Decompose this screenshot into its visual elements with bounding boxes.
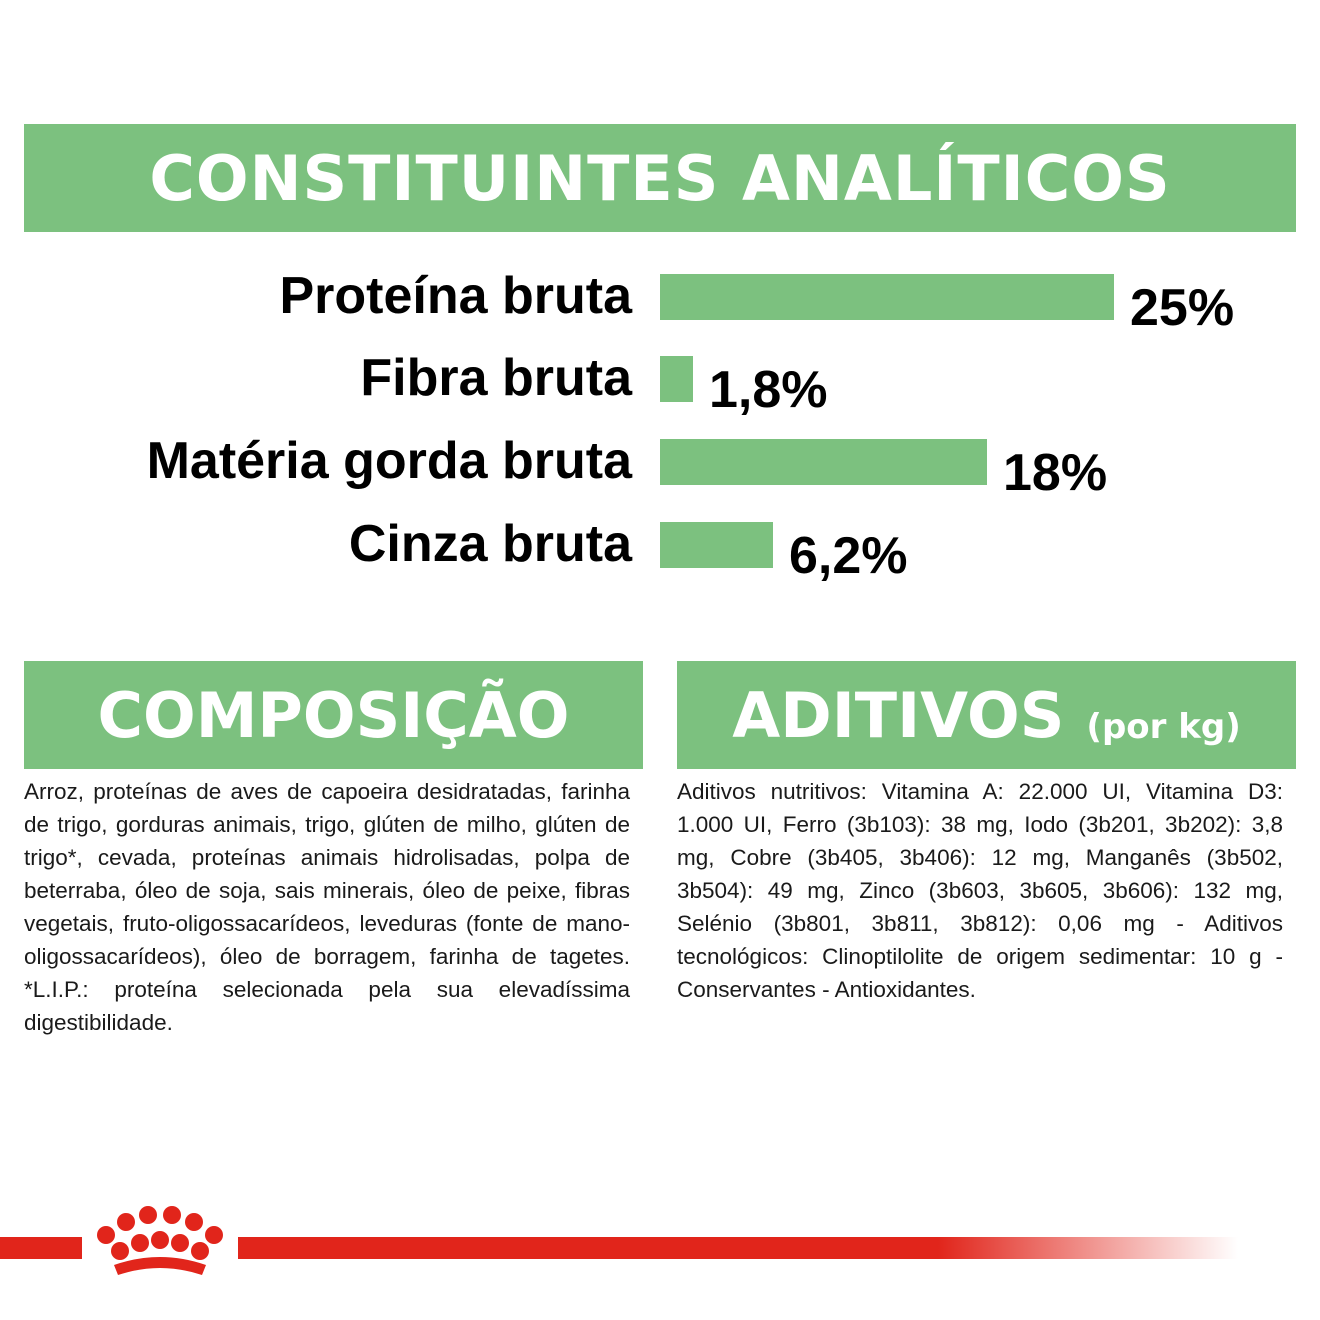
- additives-unit-text: (por kg): [1086, 707, 1241, 747]
- analytic-row-protein: [0, 266, 1320, 337]
- analytic-bar: [660, 439, 987, 485]
- royal-canin-crown-icon: [92, 1205, 228, 1283]
- additives-text: Aditivos nutritivos: Vitamina A: 22.000 UI, Vitamina D3: 1.000 UI, Ferro (3b103): 38 mg, Iodo (3b201, 3b202): 3,8 mg, Cobre (3b405, 3b406): 12 mg, Manganês (3b502, 3b504): 49 mg, Zinco (3b603, 3b605, 3b606): 132 mg, Selénio (3b801, 3b811, 3b812): 0,06 mg - Aditivos tecnológicos: Clinoptilolite de origem sedimentar: 10 g - Conservantes - Antioxidantes.: [677, 779, 1283, 1002]
- footer-red-line-left: [0, 1237, 82, 1259]
- analytic-heading: [24, 124, 1296, 232]
- additives-heading: [677, 661, 1296, 769]
- analytic-label: Fibra bruta: [360, 349, 632, 407]
- footer-red-line-right: [238, 1237, 1238, 1259]
- analytic-bar: [660, 522, 773, 568]
- additives-heading-text: ADITIVOS: [732, 678, 1065, 752]
- analytic-label: Matéria gorda bruta: [146, 432, 632, 490]
- analytic-value: 18%: [1003, 444, 1108, 502]
- analytic-bar: [660, 356, 693, 402]
- analytic-label: Cinza bruta: [348, 515, 632, 573]
- composition-text: Arroz, proteínas de aves de capoeira desidratadas, farinha de trigo, gorduras animais, trigo, glúten de milho, glúten de trigo*, cevada, proteínas animais hidrolisadas, polpa de beterraba, óleo de soja, sais minerais, óleo de peixe, fibras vegetais, fruto-oligossacarídeos, leveduras (fonte de mano-oligossacarídeos), óleo de borragem, farinha de tagetes. *L.I.P.: proteína selecionada pela sua elevadíssima digestibilidade.: [24, 779, 630, 1035]
- analytic-row-ash: [0, 514, 1320, 585]
- composition-heading: [24, 661, 643, 769]
- analytic-value: 6,2%: [789, 527, 908, 585]
- analytic-label: Proteína bruta: [279, 267, 632, 325]
- analytic-row-fat: [0, 431, 1320, 502]
- analytic-heading-text: CONSTITUINTES ANALÍTICOS: [149, 141, 1171, 215]
- analytic-bar: [660, 274, 1114, 320]
- analytic-row-fiber: [0, 348, 1320, 419]
- composition-heading-text: COMPOSIÇÃO: [97, 678, 570, 752]
- analytic-value: 1,8%: [709, 361, 828, 419]
- analytic-value: 25%: [1130, 279, 1235, 337]
